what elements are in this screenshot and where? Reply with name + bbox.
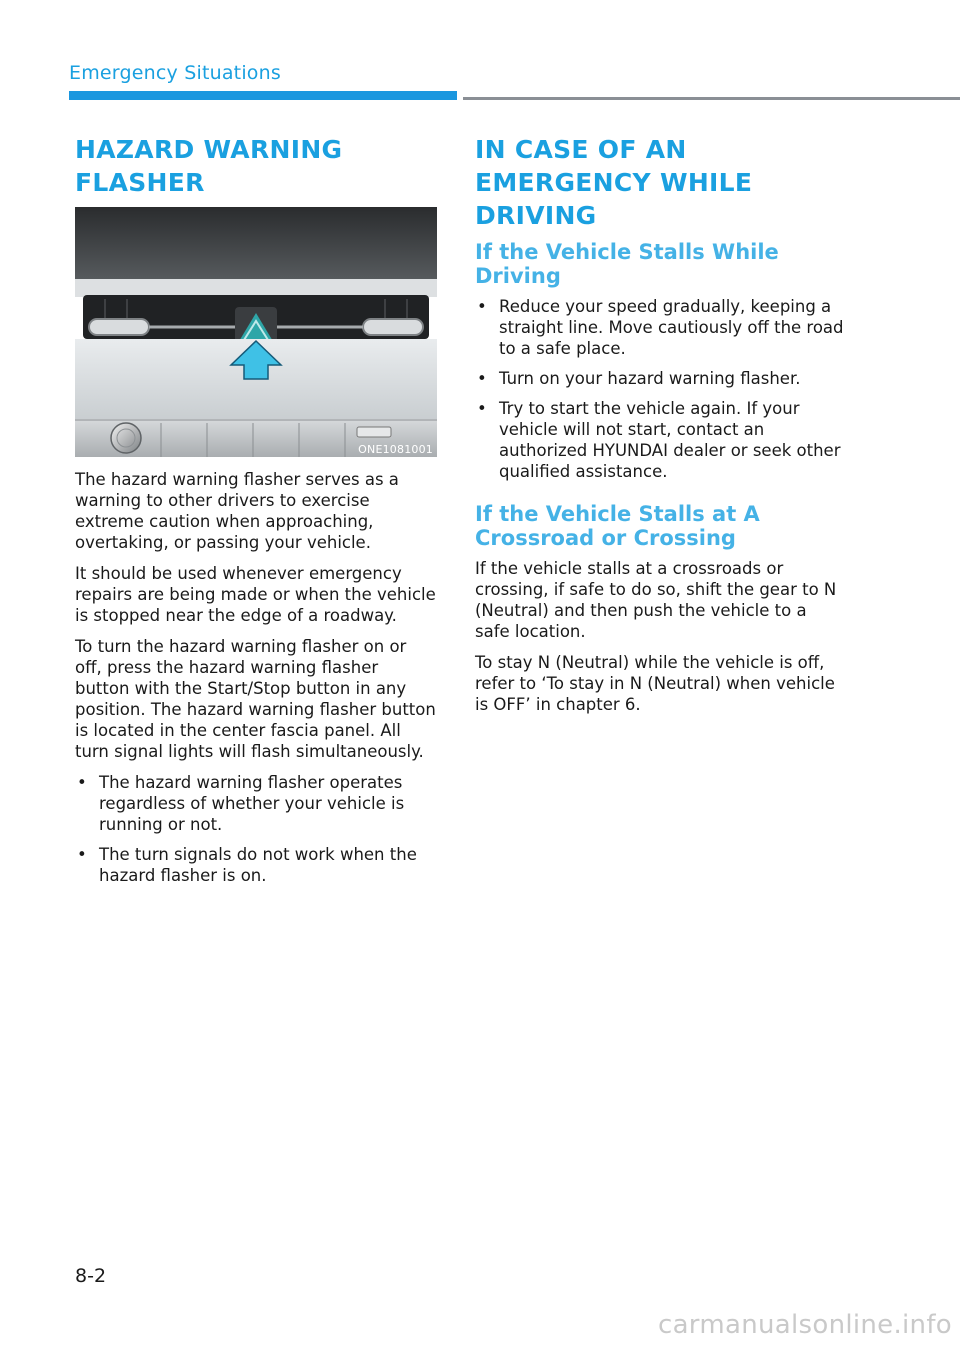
- list-item-text: Try to start the vehicle again. If your vehicle will not start, contact an authorized HYUNDAI dealer or seek other qualified assistance.: [499, 399, 841, 481]
- list-item-text: The hazard warning flasher operates regardless of whether your vehicle is running or not.: [99, 773, 405, 834]
- list-item: [75, 772, 437, 835]
- paragraph: To turn the hazard warning flasher on or off, press the hazard warning flasher button with the Start/Stop button in any position. The hazard warning flasher button is located in the center fascia panel. All turn signal lights will flash simultaneously.: [75, 637, 436, 761]
- dashboard-illustration: [75, 207, 437, 457]
- list-item-text: Turn on your hazard warning flasher.: [499, 369, 801, 388]
- list-item: [475, 296, 845, 359]
- list-item-text: Reduce your speed gradually, keeping a straight line. Move cautiously off the road to a safe place.: [499, 297, 844, 358]
- right-column: [475, 133, 845, 725]
- paragraph: It should be used whenever emergency repairs are being made or when the vehicle is stopped near the edge of a roadway.: [75, 564, 436, 625]
- hazard-button-figure: [75, 207, 437, 457]
- header-accent-bar: [69, 91, 457, 100]
- bullet-icon: •: [77, 845, 87, 864]
- page-number: 8-2: [75, 1265, 107, 1287]
- bullet-list: [475, 296, 845, 482]
- list-item: [475, 398, 845, 482]
- header-title: Emergency Situations: [69, 62, 281, 84]
- paragraph: If the vehicle stalls at a crossroads or crossing, if safe to do so, shift the gear to N (Neutral) and then push the vehicle to a safe location.: [475, 559, 837, 641]
- left-column: [75, 133, 437, 896]
- section-heading-hazard: HAZARD WARNING FLASHER: [75, 135, 343, 197]
- bullet-icon: •: [77, 773, 87, 792]
- list-item: [475, 368, 845, 389]
- section-heading-emergency: IN CASE OF AN EMERGENCY WHILE DRIVING: [475, 135, 753, 230]
- header-rule: [463, 97, 960, 100]
- watermark: carmanualsonline.info: [657, 1310, 952, 1340]
- bullet-icon: •: [477, 399, 487, 418]
- bullet-icon: •: [477, 297, 487, 316]
- bullet-icon: •: [477, 369, 487, 388]
- list-item-text: The turn signals do not work when the hazard flasher is on.: [99, 845, 417, 885]
- figure-code: ONE1081001: [358, 443, 433, 456]
- subheading-stalls-crossroad: If the Vehicle Stalls at A Crossroad or Crossing: [475, 502, 760, 550]
- paragraph: The hazard warning flasher serves as a warning to other drivers to exercise extreme caution when approaching, overtaking, or passing your vehicle.: [75, 470, 399, 552]
- subheading-stalls-driving: If the Vehicle Stalls While Driving: [475, 240, 779, 288]
- bullet-list: [75, 772, 437, 886]
- paragraph: To stay N (Neutral) while the vehicle is off, refer to ‘To stay in N (Neutral) when vehicle is OFF’ in chapter 6.: [475, 653, 835, 714]
- list-item: [75, 844, 437, 886]
